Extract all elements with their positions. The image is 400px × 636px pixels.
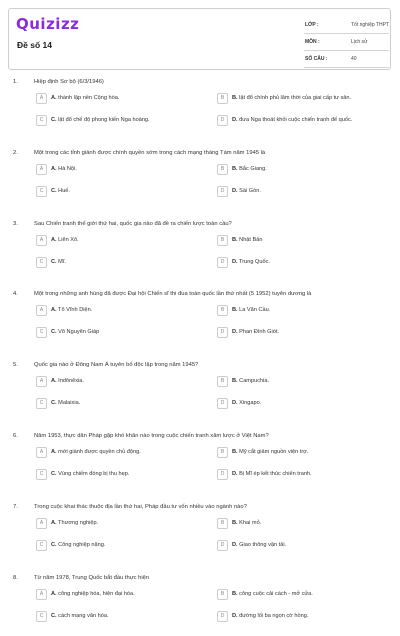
option-label [51, 591, 135, 597]
answer-option[interactable] [217, 186, 387, 198]
option-key: A. [51, 519, 57, 526]
option-text: Công nghiệp nặng. [58, 541, 106, 548]
option-letter-box: B [217, 376, 228, 387]
option-text: Giao thông vận tải. [239, 541, 287, 548]
question-item [0, 282, 400, 352]
option-text: Vùng chiếm đóng bị thu hẹp. [58, 471, 130, 477]
answer-option[interactable] [217, 376, 387, 388]
option-letter-box: D [217, 186, 228, 197]
question-number: 6. [13, 433, 18, 439]
answer-option[interactable] [217, 115, 387, 127]
option-label [232, 329, 279, 335]
option-label [232, 307, 270, 313]
option-letter-box: D [217, 327, 228, 338]
option-label [51, 166, 77, 172]
option-letter-box: B [217, 589, 228, 600]
option-label [51, 471, 129, 477]
option-letter-box: D [217, 540, 228, 551]
answer-option[interactable] [36, 469, 206, 481]
option-label [232, 237, 262, 243]
answer-option[interactable] [36, 257, 206, 269]
meta-row-count [304, 53, 389, 68]
answer-option[interactable] [36, 235, 206, 247]
option-label [232, 613, 308, 619]
option-letter-box: A [36, 518, 47, 529]
option-key: A. [51, 95, 57, 101]
option-label [51, 400, 80, 406]
option-text: lật đổ chế độ phong kiến Nga hoàng. [58, 117, 150, 123]
meta-row-subject [304, 36, 389, 51]
option-key: C. [51, 612, 57, 619]
option-label [232, 471, 312, 477]
option-letter-box: B [217, 164, 228, 175]
option-letter-box: D [217, 469, 228, 480]
option-key: B. [232, 95, 238, 101]
option-text: Phan Đình Giót. [239, 329, 279, 336]
option-letter-box: A [36, 589, 47, 600]
answer-option[interactable] [36, 93, 206, 105]
option-text: Tô Vĩnh Diện. [58, 307, 93, 314]
option-text: Trung Quốc. [239, 258, 270, 265]
option-letter-box: C [36, 398, 47, 409]
option-label [51, 259, 66, 265]
answer-option[interactable] [36, 611, 206, 623]
option-key: C. [51, 329, 57, 336]
option-label [232, 542, 286, 548]
option-text: đưa Nga thoát khỏi cuộc chiến tranh đế quốc. [239, 117, 353, 123]
answer-option[interactable] [217, 611, 387, 623]
option-label [232, 591, 313, 597]
option-key: C. [51, 187, 57, 194]
option-label [51, 378, 84, 384]
option-key: A. [51, 378, 57, 385]
worksheet-header [8, 8, 391, 70]
option-text: Khai mỏ. [239, 519, 262, 526]
answer-option[interactable] [217, 93, 387, 105]
option-text: Thương nghiệp. [58, 519, 99, 526]
option-key: D. [232, 187, 238, 194]
option-key: D. [232, 400, 238, 407]
page-title: Đề số 14 [17, 40, 52, 50]
option-label [51, 329, 99, 335]
question-number: 2. [13, 149, 18, 156]
question-number: 3. [13, 220, 18, 227]
option-key: A. [51, 236, 57, 243]
option-text: công nghiệp hóa, hiện đại hóa. [58, 590, 135, 597]
question-number: 4. [13, 291, 18, 298]
question-item [0, 212, 400, 282]
option-key: B. [232, 449, 238, 455]
option-label [232, 520, 261, 526]
option-label [232, 117, 352, 123]
option-text: Võ Nguyên Giáp [58, 329, 100, 336]
answer-option[interactable] [217, 589, 387, 601]
option-text: đường lối ba ngọn cờ hồng. [239, 612, 309, 619]
option-letter-box: A [36, 305, 47, 316]
meta-label: LỚP : [305, 22, 319, 28]
question-item [0, 424, 400, 494]
option-text: Malaixia. [58, 400, 81, 407]
option-letter-box: C [36, 611, 47, 622]
question-text: Từ năm 1978, Trung Quốc bắt đầu thực hiện [34, 574, 150, 581]
option-key: B. [232, 307, 238, 314]
option-letter-box: D [217, 115, 228, 126]
option-text: công cuộc cải cách - mở cửa. [239, 590, 313, 597]
answer-option[interactable] [217, 398, 387, 410]
option-letter-box: C [36, 186, 47, 197]
option-letter-box: B [217, 305, 228, 316]
option-label [51, 520, 98, 526]
option-letter-box: D [217, 257, 228, 268]
option-key: D. [232, 329, 238, 336]
option-text: Campuchia. [239, 378, 270, 385]
answer-option[interactable] [217, 164, 387, 176]
option-key: D. [232, 612, 238, 619]
question-list [0, 70, 400, 619]
option-key: D. [232, 258, 238, 265]
answer-option[interactable] [36, 164, 206, 176]
option-letter-box: C [36, 327, 47, 338]
meta-value: Lịch sử [351, 39, 368, 45]
meta-value: 40 [351, 56, 357, 62]
option-text: Bắc Giang. [239, 165, 267, 172]
option-letter-box: A [36, 376, 47, 387]
option-text: thành lập nền Cộng hòa. [58, 95, 120, 101]
answer-option[interactable] [36, 305, 206, 317]
option-letter-box: C [36, 115, 47, 126]
option-text: Sài Gòn. [239, 187, 261, 194]
question-text: Một trong các tỉnh giành được chính quyền sớm trong cách mạng tháng Tám năm 1945 là [34, 149, 266, 156]
option-key: C. [51, 117, 57, 123]
answer-option[interactable] [36, 540, 206, 552]
option-key: C. [51, 471, 57, 477]
option-letter-box: C [36, 540, 47, 551]
answer-option[interactable] [217, 257, 387, 269]
option-label [232, 378, 269, 384]
meta-label: SỐ CÂU : [305, 56, 328, 62]
option-label [51, 613, 109, 619]
option-letter-box: B [217, 447, 228, 458]
answer-option[interactable] [36, 518, 206, 530]
answer-option[interactable] [36, 115, 206, 127]
option-text: lật đổ chính phủ lâm thời của giai cấp tư sản. [239, 95, 352, 101]
meta-info [304, 19, 389, 70]
meta-value: Tốt nghiệp THPT [351, 22, 389, 28]
question-number: 7. [13, 503, 18, 510]
option-key: D. [232, 541, 238, 548]
option-label [51, 117, 150, 123]
question-item [0, 141, 400, 211]
option-text: Indônêxia. [58, 378, 84, 385]
option-text: Mĩ. [58, 258, 66, 265]
meta-label: MÔN : [305, 39, 320, 45]
option-letter-box: B [217, 235, 228, 246]
option-letter-box: B [217, 518, 228, 529]
option-text: Nhật Bản [239, 236, 263, 243]
answer-option[interactable] [36, 327, 206, 339]
option-label [232, 400, 261, 406]
answer-option[interactable] [36, 589, 206, 601]
option-letter-box: A [36, 93, 47, 104]
option-label [232, 95, 351, 101]
question-number: 8. [13, 574, 18, 581]
option-label [51, 237, 79, 243]
option-label [51, 95, 119, 101]
question-text: Một trong những anh hùng đã được Đại hội Chiến sĩ thi đua toàn quốc lần thứ nhất (5 1952) tuyên dương là [34, 291, 312, 298]
option-key: D. [232, 117, 238, 123]
option-text: La Văn Cầu. [239, 307, 271, 314]
option-text: cách mạng văn hóa. [58, 612, 109, 619]
option-key: A. [51, 307, 57, 314]
answer-option[interactable] [36, 186, 206, 198]
option-label [232, 166, 267, 172]
answer-option[interactable] [36, 447, 206, 459]
option-letter-box: B [217, 93, 228, 104]
question-item [0, 70, 400, 140]
option-key: B. [232, 519, 238, 526]
option-letter-box: D [217, 398, 228, 409]
question-item [0, 566, 400, 636]
question-item [0, 353, 400, 423]
option-key: A. [51, 165, 57, 172]
option-text: Liên Xô. [58, 236, 79, 243]
answer-option[interactable] [217, 305, 387, 317]
option-key: D. [232, 471, 238, 477]
answer-option[interactable] [217, 540, 387, 552]
option-label [51, 542, 105, 548]
question-item [0, 495, 400, 565]
quizizz-logo: Quizizz [16, 15, 80, 33]
option-letter-box: A [36, 164, 47, 175]
option-key: A. [51, 590, 57, 597]
meta-row-class [304, 19, 389, 34]
question-text: Hiệp định Sơ bộ (6/3/1946) [34, 79, 104, 85]
option-label [232, 449, 308, 455]
option-label [51, 307, 92, 313]
option-text: Xingapo. [239, 400, 262, 407]
answer-option[interactable] [217, 447, 387, 459]
question-text: Trong cuộc khai thác thuộc địa lần thứ hai, Pháp đầu tư vốn nhiều vào ngành nào? [34, 503, 247, 510]
question-text: Quốc gia nào ở Đông Nam Á tuyên bố độc lập trong năm 1945? [34, 362, 199, 369]
option-key: C. [51, 400, 57, 407]
answer-option[interactable] [36, 376, 206, 388]
option-key: B. [232, 236, 238, 243]
option-key: C. [51, 541, 57, 548]
option-label [51, 188, 70, 194]
answer-option[interactable] [217, 469, 387, 481]
option-letter-box: C [36, 469, 47, 480]
option-key: B. [232, 165, 238, 172]
option-text: Mỹ cắt giảm nguồn viện trợ. [239, 449, 309, 455]
option-label [232, 259, 270, 265]
option-label [51, 449, 141, 455]
option-letter-box: A [36, 235, 47, 246]
option-text: Huế. [58, 187, 70, 194]
option-label [232, 188, 261, 194]
option-key: B. [232, 378, 238, 385]
answer-option[interactable] [217, 518, 387, 530]
answer-option[interactable] [36, 398, 206, 410]
answer-option[interactable] [217, 235, 387, 247]
option-text: mới giành được quyền chủ động. [58, 449, 141, 455]
question-number: 1. [13, 79, 18, 85]
option-key: B. [232, 590, 238, 597]
option-text: Bị Mĩ ép kết thúc chiến tranh. [239, 471, 312, 477]
option-key: C. [51, 258, 57, 265]
question-text: Sau Chiến tranh thế giới thứ hai, quốc gia nào đã đề ra chiến lược toàn cầu? [34, 220, 232, 227]
option-letter-box: C [36, 257, 47, 268]
question-number: 5. [13, 362, 18, 369]
option-key: A. [51, 449, 57, 455]
answer-option[interactable] [217, 327, 387, 339]
option-letter-box: D [217, 611, 228, 622]
option-text: Hà Nội. [58, 165, 77, 172]
option-letter-box: A [36, 447, 47, 458]
question-text: Năm 1953, thực dân Pháp gặp khó khăn nào trong cuộc chiến tranh xâm lược ở Việt Nam? [34, 433, 269, 439]
